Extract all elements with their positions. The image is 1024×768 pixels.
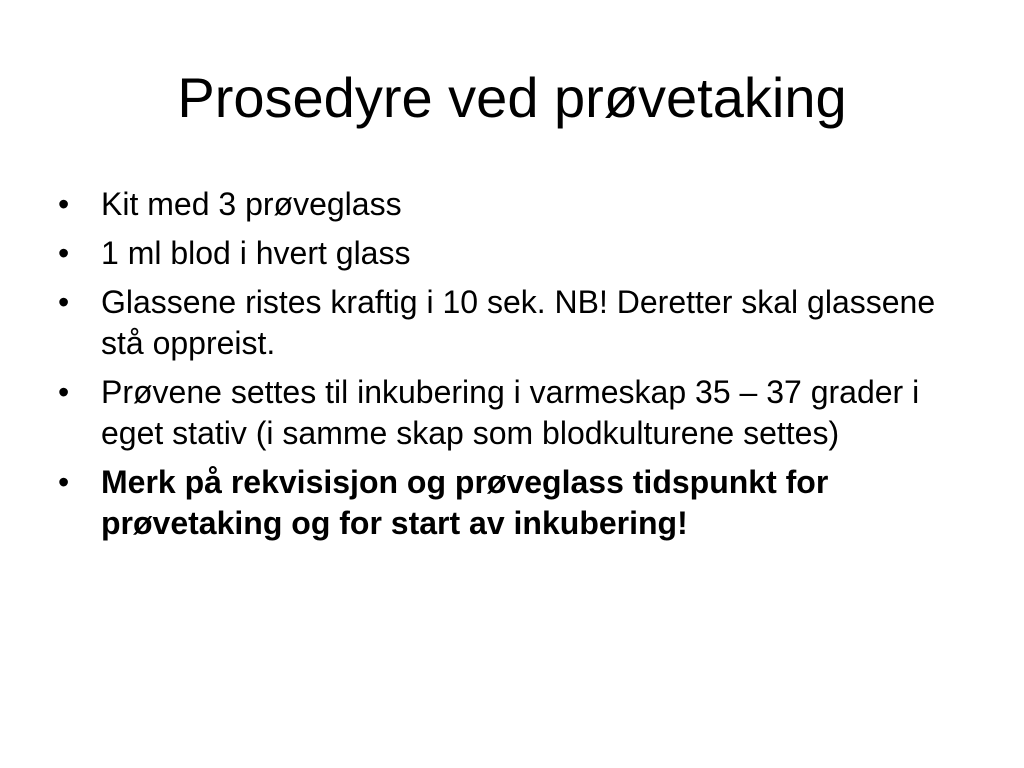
bullet-text: Prøvene settes til inkubering i varmeskap 35 – 37 grader i eget stativ (i samme skap som blodkulturene settes) bbox=[101, 374, 920, 451]
bullet-item bbox=[58, 282, 958, 364]
bullet-text: Glassene ristes kraftig i 10 sek. NB! Deretter skal glassene stå oppreist. bbox=[101, 284, 936, 361]
bullet-marker: • bbox=[58, 284, 70, 320]
bullet-text: Merk på rekvisisjon og prøveglass tidspunkt for prøvetaking og for start av inkubering! bbox=[101, 464, 829, 541]
bullet-item bbox=[58, 184, 958, 225]
slide-title: Prosedyre ved prøvetaking bbox=[177, 66, 847, 129]
bullet-item bbox=[58, 372, 958, 454]
bullet-text: 1 ml blod i hvert glass bbox=[101, 235, 411, 271]
bullet-list bbox=[58, 184, 958, 552]
bullet-item-emphasis bbox=[58, 462, 958, 544]
bullet-marker: • bbox=[58, 374, 70, 410]
bullet-marker: • bbox=[58, 235, 70, 271]
bullet-marker: • bbox=[58, 464, 70, 500]
bullet-text: Kit med 3 prøveglass bbox=[101, 186, 402, 222]
bullet-marker: • bbox=[58, 186, 70, 222]
bullet-item bbox=[58, 233, 958, 274]
